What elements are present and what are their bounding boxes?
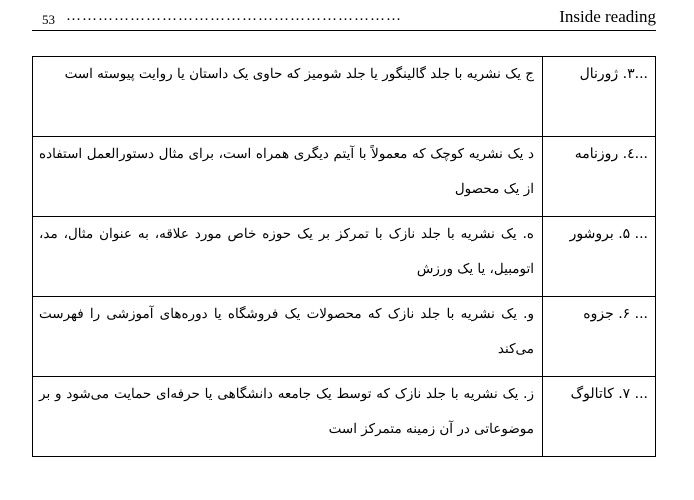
term-cell: ... ۶. جزوه bbox=[543, 297, 656, 377]
term-cell: ... ۵. بروشور bbox=[543, 217, 656, 297]
table-row bbox=[33, 217, 656, 297]
definition-cell: ه. یک نشریه با جلد نازک با تمرکز بر یک حوزه خاص مورد علاقه، به عنوان مثال، مد، اتومبیل، یا یک ورزش bbox=[33, 217, 543, 297]
table-row bbox=[33, 297, 656, 377]
page-number: 53 bbox=[42, 12, 55, 27]
table-row bbox=[33, 377, 656, 457]
page-header bbox=[42, 6, 656, 30]
header-rule bbox=[32, 30, 656, 31]
definition-cell: ز. یک نشریه با جلد نازک که توسط یک جامعه دانشگاهی یا حرفه‌ای حمایت می‌شود و بر موضوعاتی در آن زمینه متمرکز است bbox=[33, 377, 543, 457]
term-cell: ...٣. ژورنال bbox=[543, 57, 656, 137]
table-row bbox=[33, 57, 656, 137]
definition-cell: د یک نشریه کوچک که معمولاً با آیتم دیگری همراه است، برای مثال دستورالعمل استفاده از یک محصول bbox=[33, 137, 543, 217]
definition-cell: و. یک نشریه با جلد نازک که محصولات یک فروشگاه یا دوره‌های آموزشی را فهرست می‌کند bbox=[33, 297, 543, 377]
table-row bbox=[33, 137, 656, 217]
definition-cell: ج یک نشریه با جلد گالینگور یا جلد شومیز که حاوی یک داستان یا روایت پیوسته است bbox=[33, 57, 543, 137]
term-cell: ... ۷. کاتالوگ bbox=[543, 377, 656, 457]
leader-dots: ……………………………………………………… bbox=[66, 8, 402, 24]
term-cell: ...٤. روزنامه bbox=[543, 137, 656, 217]
matching-table bbox=[32, 56, 656, 457]
running-title: Inside reading bbox=[559, 7, 656, 26]
